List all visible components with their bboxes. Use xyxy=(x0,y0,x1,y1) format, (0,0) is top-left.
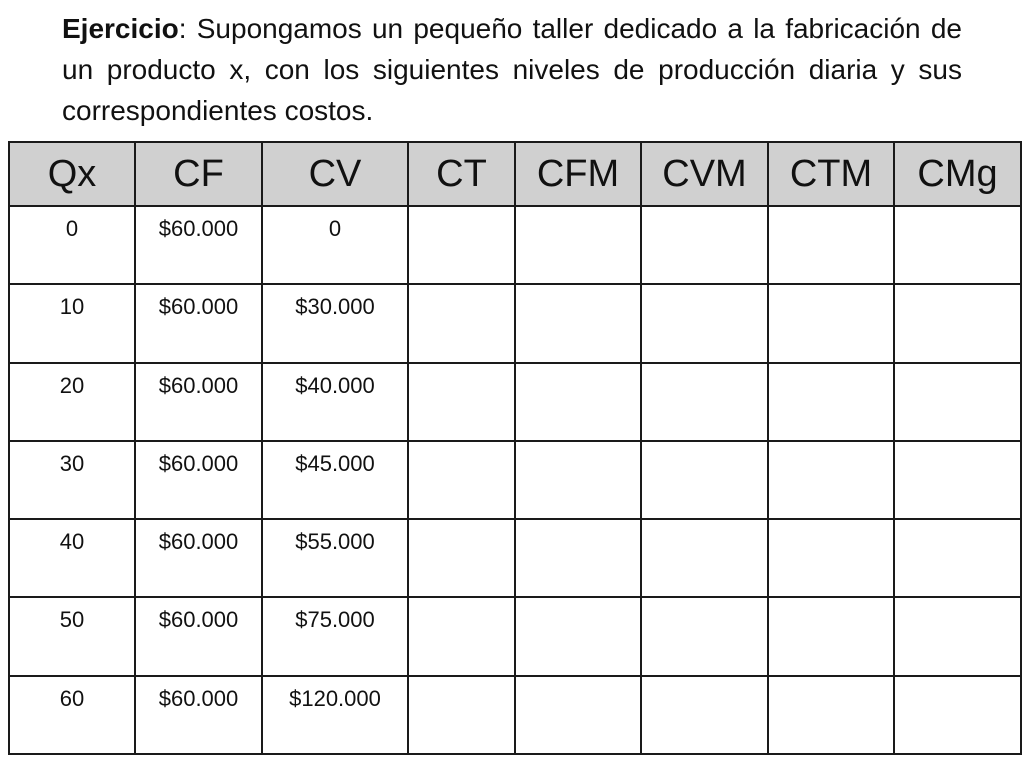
cell-cvm xyxy=(641,519,768,597)
table-row xyxy=(9,441,1021,519)
cell-cf: $60.000 xyxy=(135,206,262,284)
cell-qx: 20 xyxy=(9,363,135,441)
table-row xyxy=(9,284,1021,362)
cell-cv: $30.000 xyxy=(262,284,408,362)
cell-cmg xyxy=(894,441,1021,519)
header-ct: CT xyxy=(408,142,515,206)
cell-ct xyxy=(408,206,515,284)
cell-ctm xyxy=(768,206,894,284)
cell-cf: $60.000 xyxy=(135,284,262,362)
cell-cvm xyxy=(641,206,768,284)
cell-ctm xyxy=(768,284,894,362)
cell-qx: 50 xyxy=(9,597,135,675)
table-row xyxy=(9,363,1021,441)
table-row xyxy=(9,519,1021,597)
header-cf: CF xyxy=(135,142,262,206)
cell-cmg xyxy=(894,676,1021,754)
exercise-statement xyxy=(62,8,962,131)
exercise-lead: Ejercicio xyxy=(62,13,179,44)
cell-cvm xyxy=(641,284,768,362)
cell-ct xyxy=(408,519,515,597)
cell-ctm xyxy=(768,519,894,597)
cost-table xyxy=(8,141,1022,755)
cell-qx: 0 xyxy=(9,206,135,284)
cell-cf: $60.000 xyxy=(135,363,262,441)
cell-ct xyxy=(408,441,515,519)
cell-qx: 30 xyxy=(9,441,135,519)
cell-cmg xyxy=(894,284,1021,362)
cell-ct xyxy=(408,597,515,675)
cell-ctm xyxy=(768,676,894,754)
cell-qx: 10 xyxy=(9,284,135,362)
cell-cv: $55.000 xyxy=(262,519,408,597)
cell-cv: $120.000 xyxy=(262,676,408,754)
cell-ct xyxy=(408,676,515,754)
header-cmg: CMg xyxy=(894,142,1021,206)
cell-cf: $60.000 xyxy=(135,441,262,519)
cell-cmg xyxy=(894,363,1021,441)
cell-cvm xyxy=(641,597,768,675)
cell-ctm xyxy=(768,441,894,519)
cell-ctm xyxy=(768,597,894,675)
cell-cfm xyxy=(515,519,641,597)
cell-cfm xyxy=(515,363,641,441)
header-cfm: CFM xyxy=(515,142,641,206)
table-row xyxy=(9,676,1021,754)
cell-ctm xyxy=(768,363,894,441)
cell-cfm xyxy=(515,676,641,754)
cell-cvm xyxy=(641,676,768,754)
cell-qx: 40 xyxy=(9,519,135,597)
header-row xyxy=(9,142,1021,206)
cell-cfm xyxy=(515,597,641,675)
cell-cfm xyxy=(515,206,641,284)
cell-cmg xyxy=(894,519,1021,597)
cell-cv: 0 xyxy=(262,206,408,284)
cell-ct xyxy=(408,363,515,441)
cell-cvm xyxy=(641,363,768,441)
cell-ct xyxy=(408,284,515,362)
cell-cfm xyxy=(515,441,641,519)
table-row xyxy=(9,206,1021,284)
cell-cfm xyxy=(515,284,641,362)
cell-cv: $45.000 xyxy=(262,441,408,519)
cell-cf: $60.000 xyxy=(135,519,262,597)
cell-cv: $40.000 xyxy=(262,363,408,441)
exercise-text: : Supongamos un pequeño taller dedicado a la fabricación de un producto x, con los siguientes niveles de producción diaria y sus correspondientes costos. xyxy=(62,13,962,126)
cell-cvm xyxy=(641,441,768,519)
cell-qx: 60 xyxy=(9,676,135,754)
header-qx: Qx xyxy=(9,142,135,206)
cell-cv: $75.000 xyxy=(262,597,408,675)
table-row xyxy=(9,597,1021,675)
header-ctm: CTM xyxy=(768,142,894,206)
cell-cmg xyxy=(894,597,1021,675)
cell-cmg xyxy=(894,206,1021,284)
header-cvm: CVM xyxy=(641,142,768,206)
cell-cf: $60.000 xyxy=(135,597,262,675)
header-cv: CV xyxy=(262,142,408,206)
cell-cf: $60.000 xyxy=(135,676,262,754)
